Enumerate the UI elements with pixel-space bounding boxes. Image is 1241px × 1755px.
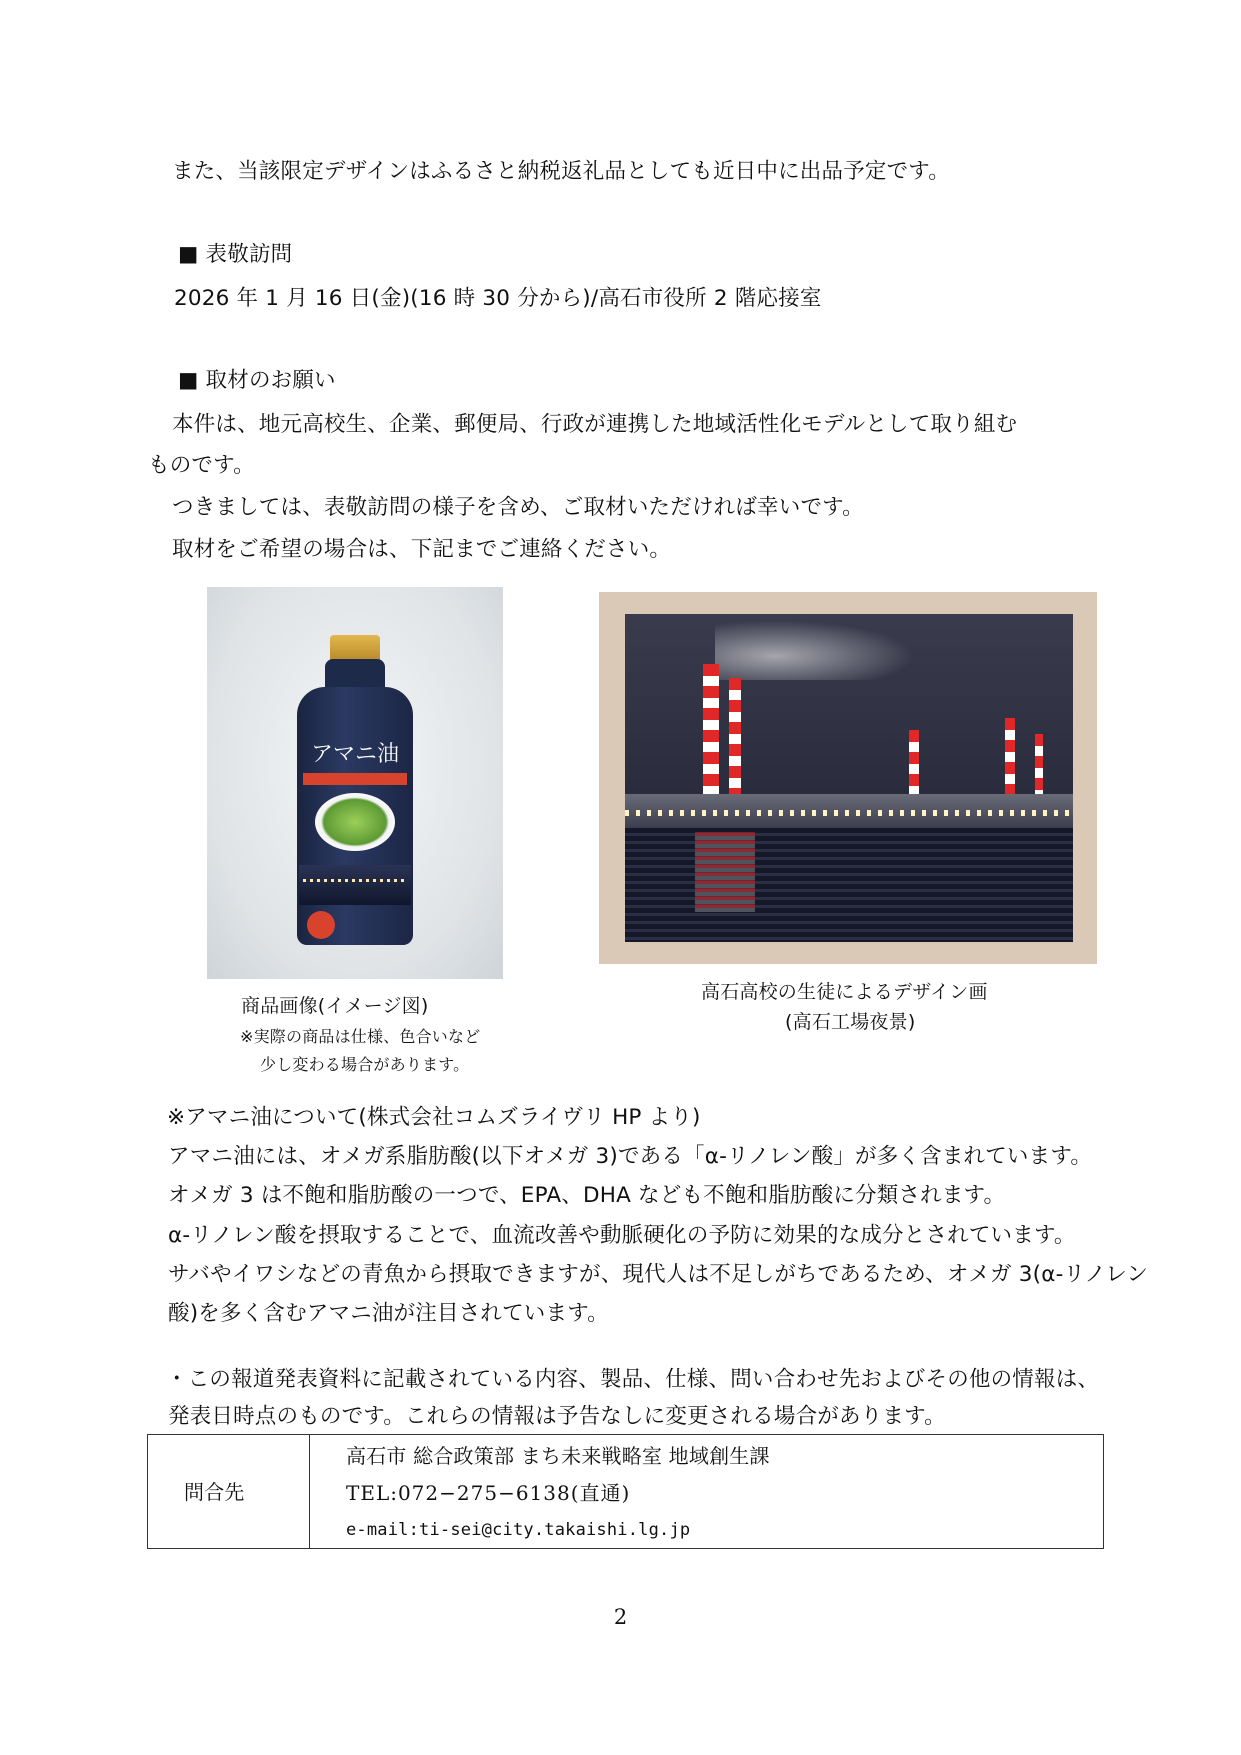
press-line-2: ものです。	[148, 453, 255, 478]
about-line-4: サバやイワシなどの青魚から摂取できますが、現代人は不足しがちであるため、オメガ 3(α-リノレン	[168, 1262, 1149, 1287]
visit-heading: ■ 表敬訪問	[178, 242, 293, 267]
product-image	[207, 587, 503, 979]
painting-chimney	[703, 664, 719, 814]
press-heading: ■ 取材のお願い	[178, 368, 336, 393]
painting-canvas	[625, 614, 1073, 942]
product-caption: 商品画像(イメージ図)	[241, 995, 429, 1017]
disclaimer-line-2: 発表日時点のものです。これらの情報は予告なしに変更される場合があります。	[168, 1404, 946, 1429]
bottle-night-view	[299, 865, 411, 905]
about-line-3: α-リノレン酸を摂取することで、血流改善や動脈硬化の予防に効果的な成分とされています。	[168, 1223, 1076, 1248]
contact-department: 高石市 総合政策部 まち未来戦略室 地域創生課	[346, 1444, 770, 1468]
about-line-5: 酸)を多く含むアマニ油が注目されています。	[168, 1301, 609, 1326]
disclaimer-line-1: ・この報道発表資料に記載されている内容、製品、仕様、問い合わせ先およびその他の情報は、	[166, 1367, 1100, 1392]
press-line-3: つきましては、表敬訪問の様子を含め、ご取材いただければ幸いです。	[172, 495, 864, 520]
press-line-1: 本件は、地元高校生、企業、郵便局、行政が連携した地域活性化モデルとして取り組む	[172, 412, 1018, 437]
product-note-1: ※実際の商品は仕様、色合いなど	[240, 1027, 481, 1046]
design-painting-image	[599, 592, 1097, 964]
painting-smoke	[715, 620, 915, 680]
painting-reflection	[695, 832, 755, 912]
text-furusato: また、当該限定デザインはふるさと納税返礼品としても近日中に出品予定です。	[172, 159, 950, 184]
bottle-badge	[307, 911, 335, 939]
contact-email: e-mail:ti-sei@city.takaishi.lg.jp	[346, 1520, 691, 1540]
bottle-band	[303, 773, 407, 785]
page-number: 2	[613, 1605, 628, 1629]
painting-water	[625, 828, 1073, 942]
about-heading: ※アマニ油について(株式会社コムズライヴリ HP より)	[167, 1105, 701, 1130]
about-line-2: オメガ 3 は不飽和脂肪酸の一つで、EPA、DHA なども不飽和脂肪酸に分類されます。	[168, 1183, 1006, 1208]
product-note-2: 少し変わる場合があります。	[260, 1055, 470, 1074]
design-caption-2: (高石工場夜景)	[785, 1011, 916, 1033]
contact-table	[147, 1434, 1104, 1549]
bottle-label: アマニ油	[310, 742, 399, 767]
bottle-cap	[330, 635, 380, 661]
contact-tel: TEL:072−275−6138(直通)	[346, 1481, 631, 1505]
painting-lights	[625, 810, 1073, 816]
press-line-4: 取材をご希望の場合は、下記までご連絡ください。	[172, 537, 672, 562]
about-line-1: アマニ油には、オメガ系脂肪酸(以下オメガ 3)である「α-リノレン酸」が多く含まれています。	[168, 1144, 1093, 1169]
visit-detail: 2026 年 1 月 16 日(金)(16 時 30 分から)/高石市役所 2 階応接室	[174, 286, 822, 311]
contact-label: 問合先	[184, 1480, 245, 1504]
bottle-salad-illustration	[315, 793, 395, 851]
design-caption-1: 高石高校の生徒によるデザイン画	[701, 981, 988, 1003]
